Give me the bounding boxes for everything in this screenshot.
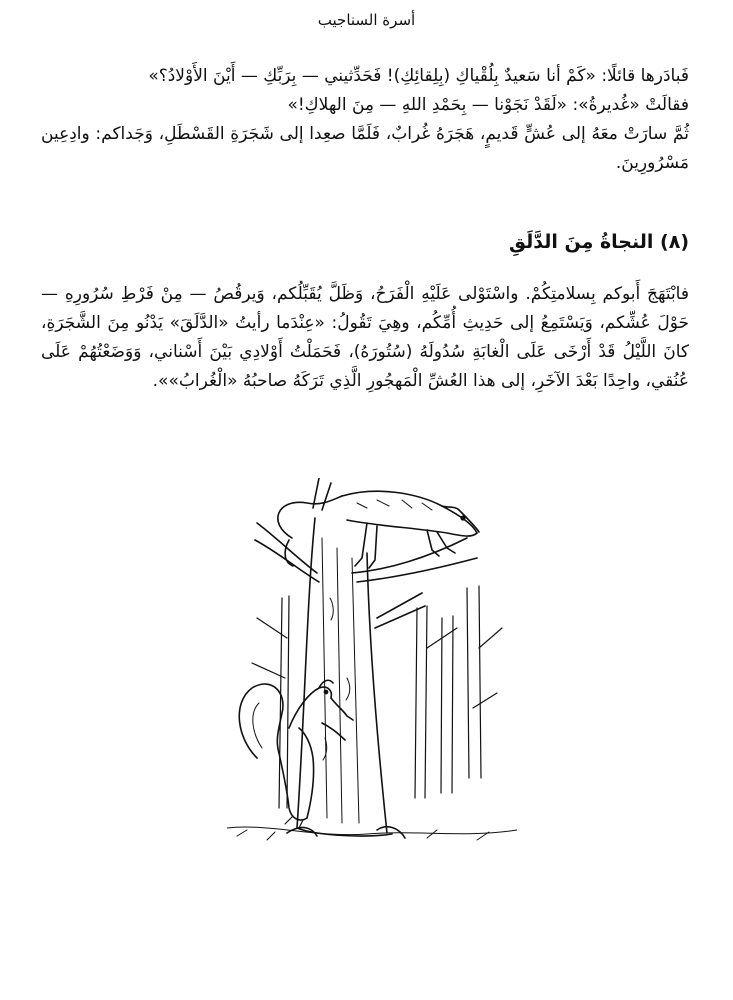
tree-branches [255,478,477,628]
chapter-title: (٨) النجاةُ مِنَ الدَّلَقِ [508,231,689,253]
ground [227,827,517,840]
paragraph: ثُمَّ سارَتْ معَهُ إلى عُشٍّ قَديمٍ، هَجَرَهُ غُرابٌ، فَلَمَّا صعِدا إلى شَجَرَةِ القَسْطَلِ، وَجَداكم: وادِعِين مَسْرُورِينَ. [41,124,689,173]
background-trees [252,586,502,808]
paragraph: فابْتَهَجَ أَبوكم بِسلامتِكُمْ. واسْتَوْلى عَلَيْهِ الْفَرَحُ، وَظَلَّ يُقَبِّلُكم، وَيرقُصُ — مِنْ فَرْطِ سُرُورِهِ — حَوْلَ عُشِّكم، وَيَسْتَمِعُ إلى حَدِيثِ أُمِّكُم، وهِيَ تَقُولُ: «عِنْدَما رأيتُ «الدَّلَقَ» يَدْنُو مِنَ الشَّجَرَةِ، كانَ اللَّيْلُ قَدْ أَرْخَى عَلَى الْغابَةِ سُدُولَهُ (سُتُورَهُ)، فَحَمَلْتُ أَوْلادِي بَيْنَ أَسْناني، وَوَضَعْتُهُمْ عَلَى عُنُقي، واحِدًا بَعْدَ الآخَرِ، إلى هذا العُشِّ الْمَهجُورِ الَّذِي تَرَكَهُ صاحبُهُ «الْغُرابُ»». [41,284,689,391]
running-header: أسرة السناجيب [317,11,416,29]
marten-figure [278,491,479,568]
paragraph: فَبادَرها قائلًا: «كَمْ أنا سَعيدٌ بِلُقْياكِ (بِلِقائِكِ)! فَحَدِّثيني — بِرَبِّكِ — أَيْنَ الأَوْلادُ؟» [148,66,689,86]
squirrel-figure [239,680,353,828]
marten-squirrel-illustration [227,478,517,848]
main-tree-trunk [287,518,405,838]
text-section-1 [41,62,689,178]
paragraph: فقالَتْ «غُديرةُ»: «لَقَدْ نَجَوْنا — بِحَمْدِ اللهِ — مِنَ الهلاكِ!» [287,95,689,115]
text-section-2 [41,280,689,396]
